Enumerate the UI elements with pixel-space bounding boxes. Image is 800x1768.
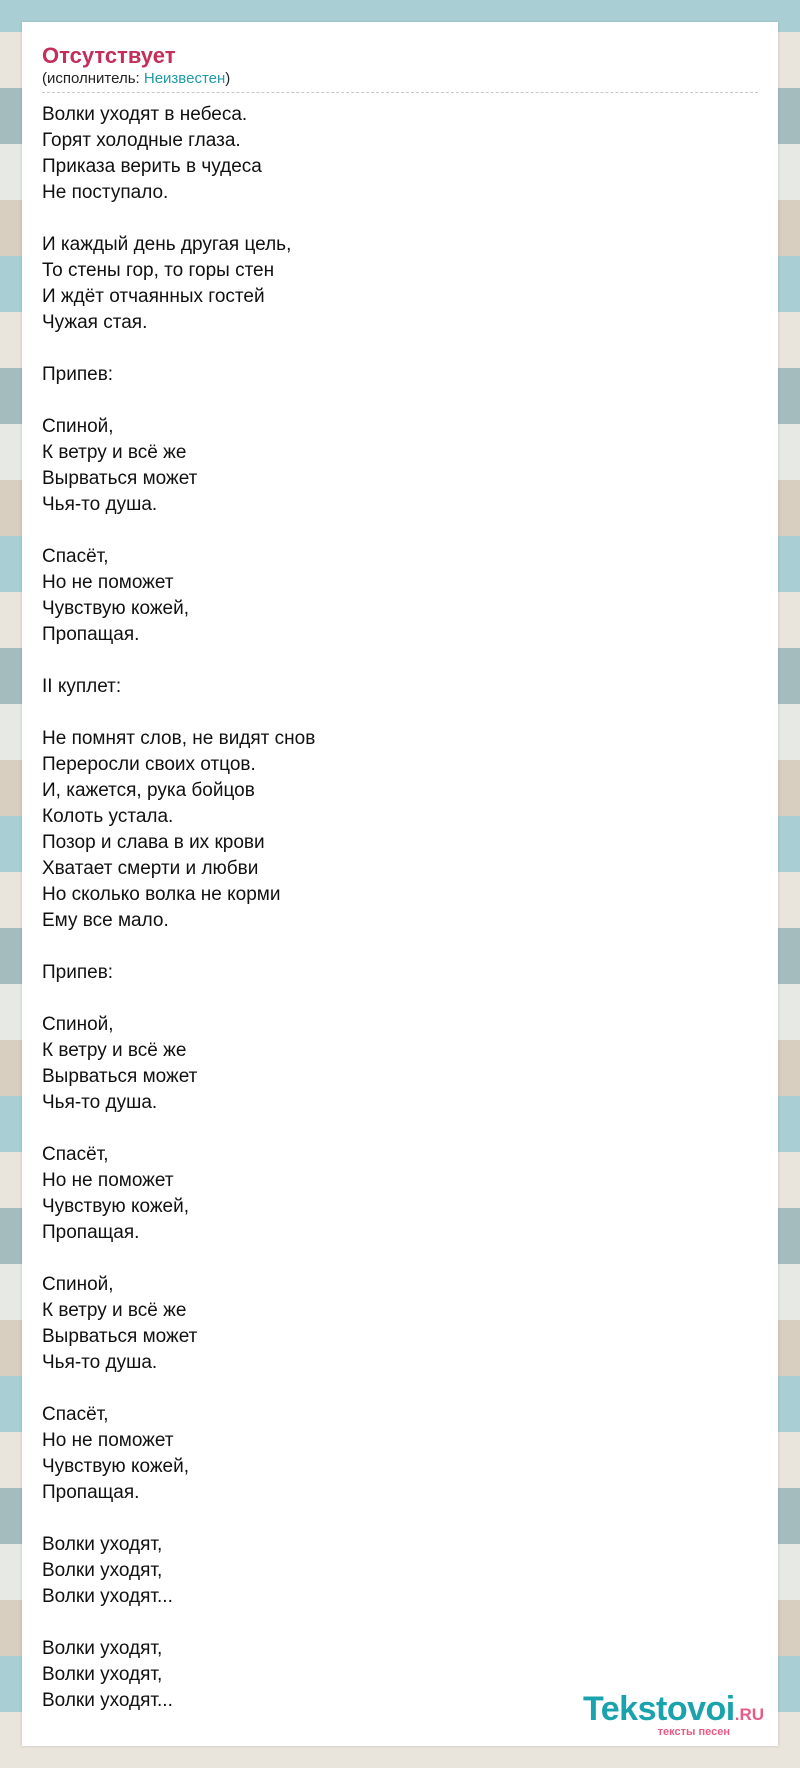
logo-tagline: тексты песен <box>657 1726 730 1738</box>
performer-link[interactable]: Неизвестен <box>143 70 226 87</box>
lyrics-text: Волки уходят в небеса. Горят холодные глаза. Приказа верить в чудеса Не поступало. И каждый день другая цель, То стены гор, то горы стен И ждёт отчаянных гостей Чужая стая. Припев: Спиной, К ветру и всё же Вырваться может Чья-то душа. Спасёт, Но не поможет Чувствую кожей, Пропащая. II куплет: Не помнят слов, не видят снов Переросли своих отцов. И, кажется, рука бойцов Колоть устала. Позор и слава в их крови Хватает смерти и любви Но сколько волка не корми Ему все мало. Припев: Спиной, К ветру и всё же Вырваться может Чья-то душа. Спасёт, Но не поможет Чувствую кожей, Пропащая. Спиной, К ветру и всё же Вырваться может Чья-то душа. Спасёт, Но не поможет Чувствую кожей, Пропащая. Волки уходят, Волки уходят, Волки уходят... Волки уходят, Волки уходят, Волки уходят... <box>42 104 316 1711</box>
performer-prefix: (исполнитель: <box>42 70 144 87</box>
site-logo[interactable] <box>583 1692 764 1738</box>
lyrics-card <box>22 22 778 1746</box>
performer-suffix: ) <box>225 70 231 87</box>
logo-wordmark: Tekstovoi <box>583 1690 735 1728</box>
performer-line <box>42 70 758 88</box>
song-header <box>42 42 758 93</box>
song-title: Отсутствует <box>42 43 176 68</box>
logo-tld: .RU <box>734 1705 764 1724</box>
